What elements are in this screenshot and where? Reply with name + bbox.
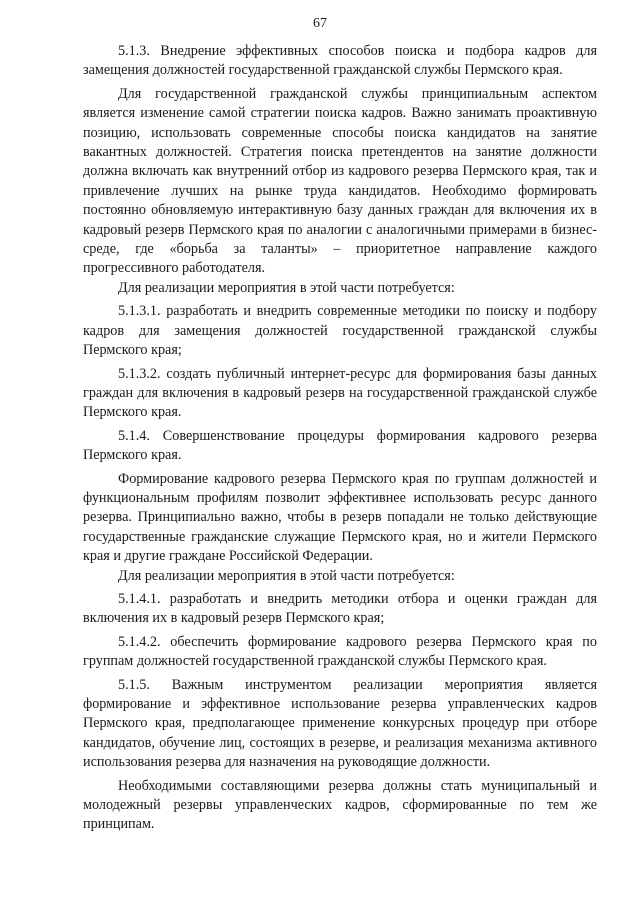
paragraph-requirements-intro-2: Для реализации мероприятия в этой части потребуется: [118, 567, 455, 584]
page-body [83, 42, 597, 835]
paragraph-5-1-5: 5.1.5. Важным инструментом реализации мероприятия является формирование и эффективное использование резерва управленческих кадров Пермского края, предполагающее применение конкурсных процедур при отборе кандидатов, обучение лиц, состоящих в резерве, и реализация механизма активного использования резерва для назначения на руководящие должности. [83, 676, 597, 771]
paragraph-5-1-3-1: 5.1.3.1. разработать и внедрить современные методики по поиску и подбору кадров для замещения должностей государственной гражданской службы Пермского края; [83, 303, 597, 359]
paragraph-5-1-4-2: 5.1.4.2. обеспечить формирование кадрового резерва Пермского края по группам должностей государственной гражданской службы Пермского края. [83, 633, 597, 670]
paragraph-strategy: Для государственной гражданской службы принципиальным аспектом является изменение самой стратегии поиска кадров. Важно занимать проактивную позицию, использовать современные способы поиска кандидатов на занятие вакантных должностей. Стратегия поиска претендентов на занятие должности должна включать как внутренний отбор из кадрового резерва Пермского края, так и привлечение лучших на рынке труда кандидатов. Необходимо формировать постоянно обновляемую интерактивную базу данных граждан для включения их в кадровый резерв Пермского края по аналогии с аналогичными примерами в бизнес-среде, где «борьба за таланты» – приоритетное направление каждого прогрессивного работодателя. [83, 85, 597, 277]
paragraph-5-1-4-1: 5.1.4.1. разработать и внедрить методики отбора и оценки граждан для включения их в кадровый резерв Пермского края; [83, 590, 597, 627]
paragraph-requirements-intro: Для реализации мероприятия в этой части потребуется: [118, 279, 455, 296]
paragraph-5-1-3-heading: 5.1.3. Внедрение эффективных способов поиска и подбора кадров для замещения должностей государственной гражданской службы Пермского края. [83, 43, 597, 79]
paragraph-municipal-reserve: Необходимыми составляющими резерва должны стать муниципальный и молодежный резервы управленческих кадров, сформированные по тем же принципам. [83, 777, 597, 833]
paragraph-5-1-4-heading: 5.1.4. Совершенствование процедуры формирования кадрового резерва Пермского края. [83, 427, 597, 464]
paragraph-5-1-3-2: 5.1.3.2. создать публичный интернет-ресурс для формирования базы данных граждан для включения в кадровый резерв на государственной гражданской службе Пермского края. [83, 365, 597, 421]
paragraph-reserve-formation: Формирование кадрового резерва Пермского края по группам должностей и функциональным профилям позволит эффективнее использовать ресурс данного резерва. Принципиально важно, чтобы в резерв попадали не только действующие государственные гражданские служащие Пермского края, но и жители Пермского края и другие граждане Российской Федерации. [83, 470, 597, 565]
page-number: 67 [313, 16, 327, 31]
